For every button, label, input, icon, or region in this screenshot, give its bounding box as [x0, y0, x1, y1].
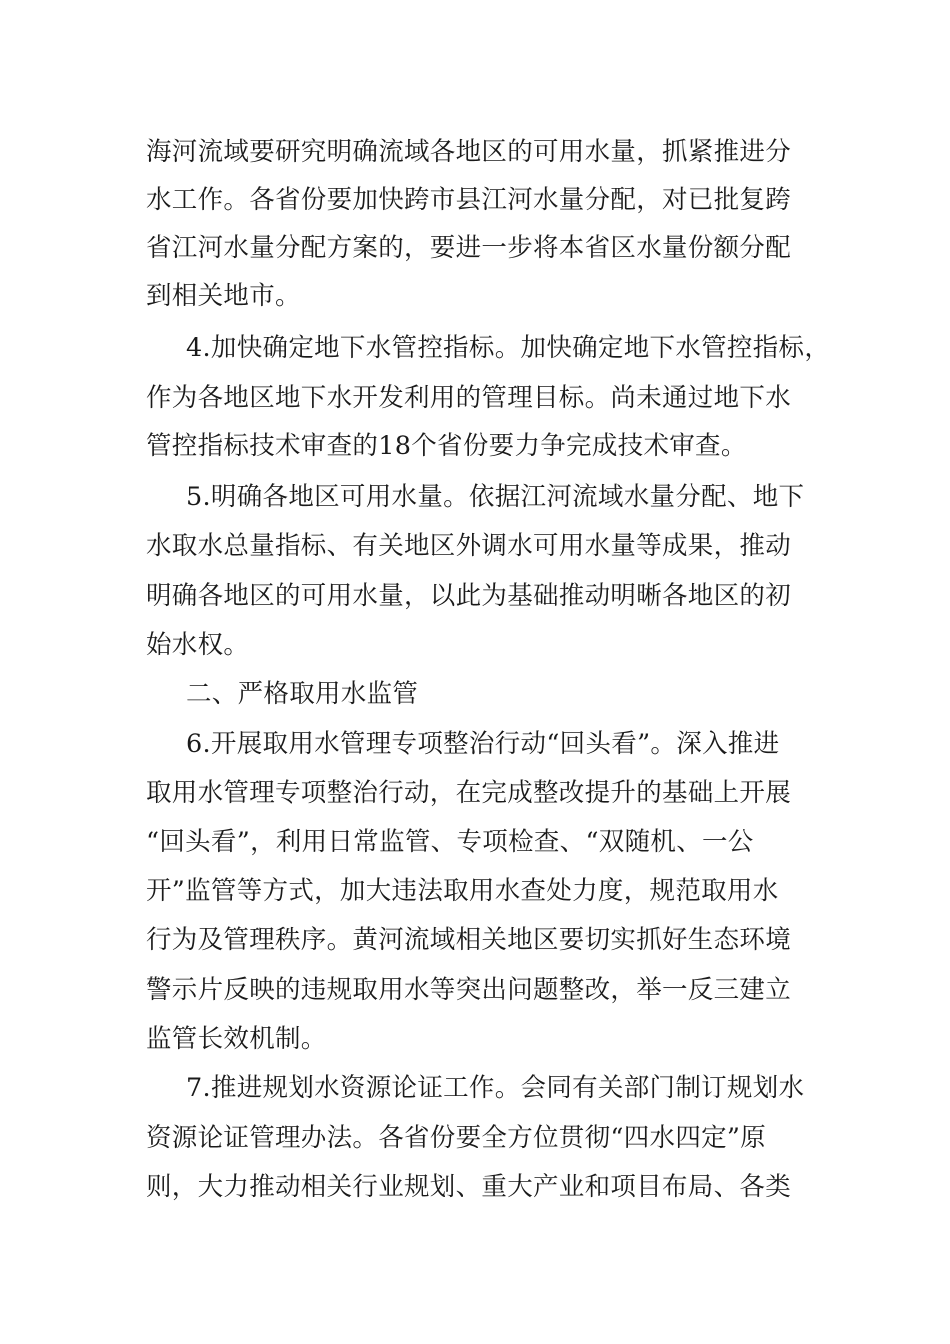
text-line: 取用水管理专项整治行动，在完成整改提升的基础上开展	[146, 778, 792, 808]
text-line: 始水权。	[146, 630, 250, 660]
item-5-heading-line: 5.明确各地区可用水量。依据江河流域水量分配、地下	[186, 482, 805, 512]
text-line: 开”监管等方式，加大违法取用水查处力度，规范取用水	[146, 876, 779, 906]
text-line: 则，大力推动相关行业规划、重大产业和项目布局、各类	[146, 1172, 792, 1202]
text-line: 省江河水量分配方案的，要进一步将本省区水量份额分配	[146, 233, 792, 263]
text-line: 监管长效机制。	[146, 1024, 327, 1054]
text-line: 水工作。各省份要加快跨市县江河水量分配，对已批复跨	[146, 185, 792, 215]
section-heading: 二、严格取用水监管	[186, 679, 419, 709]
text-line: 到相关地市。	[146, 281, 301, 311]
item-4-heading-line: 4.加快确定地下水管控指标。加快确定地下水管控指标，	[186, 333, 831, 363]
text-line: 资源论证管理办法。各省份要全方位贯彻“四水四定”原	[146, 1123, 767, 1153]
text-line: 水取水总量指标、有关地区外调水可用水量等成果，推动	[146, 531, 792, 561]
text-line: 明确各地区的可用水量，以此为基础推动明晰各地区的初	[146, 581, 792, 611]
text-line: 作为各地区地下水开发利用的管理目标。尚未通过地下水	[146, 383, 792, 413]
item-6-heading-line: 6.开展取用水管理专项整治行动“回头看”。深入推进	[186, 729, 780, 759]
text-line: “回头看”，利用日常监管、专项检查、“双随机、一公	[146, 827, 754, 857]
item-7-heading-line: 7.推进规划水资源论证工作。会同有关部门制订规划水	[186, 1073, 805, 1103]
text-line: 海河流域要研究明确流域各地区的可用水量，抓紧推进分	[146, 137, 792, 167]
text-line: 警示片反映的违规取用水等突出问题整改，举一反三建立	[146, 975, 792, 1005]
text-line: 行为及管理秩序。黄河流域相关地区要切实抓好生态环境	[146, 925, 792, 955]
text-line: 管控指标技术审查的18个省份要力争完成技术审查。	[146, 431, 747, 461]
